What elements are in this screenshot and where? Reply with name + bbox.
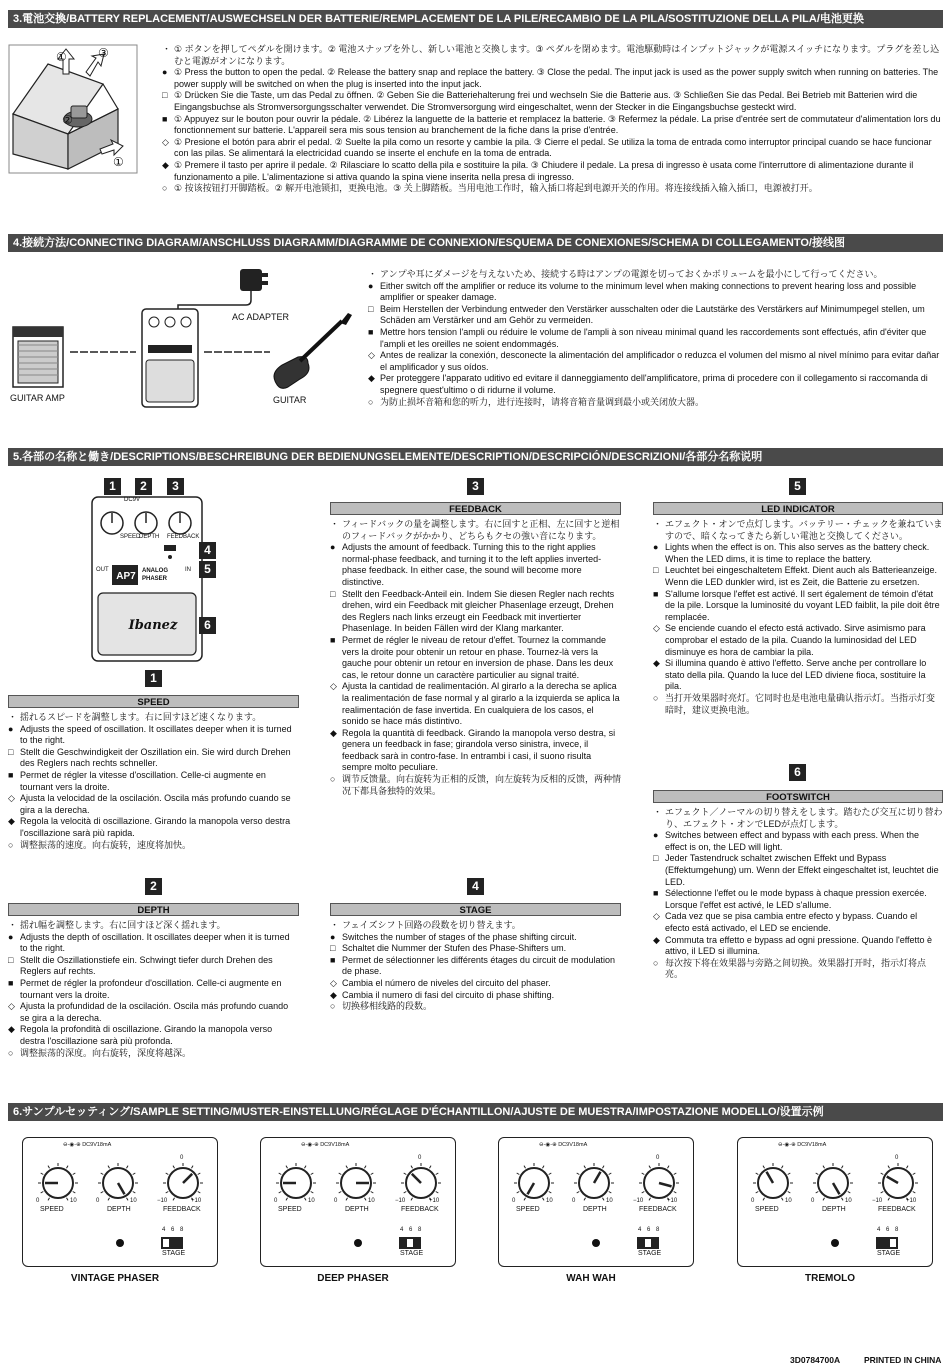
- depth-label: DEPTH: [583, 1206, 607, 1213]
- list-item: ・ フィードバックの量を調整します。右に回すと正相、左に回すと逆相のフィードバックがかかり、どちらもクセの強い音になります。: [330, 519, 620, 541]
- block-4-text: [330, 920, 621, 1013]
- pedal-brand-logo: Ibanez: [128, 618, 178, 633]
- feedback-scale-plus: +10: [429, 1198, 440, 1204]
- depth-label: DEPTH: [107, 1206, 131, 1213]
- sample-panel: [22, 1137, 218, 1267]
- list-item: ○ 调整振荡的速度。向右旋转，速度将加快。: [8, 839, 192, 850]
- list-item: □ Leuchtet bei eingeschaltetem Effekt. Dient auch als Batterieanzeige. Wenn die LED dunkler wird, ist es Zeit, die Batterie zu ersetzen.: [653, 565, 938, 587]
- list-item: ■ Sélectionne l'effet ou le mode bypass à chaque pression exercée. Lorsque l'effet est activé, le LED s'allume.: [653, 888, 927, 910]
- list-item: ・ ① ボタンを押してペダルを開けます。② 電池スナップを外し、新しい電池と交換します。③ ペダルを閉めます。電池駆動時はインプットジャックが電源スイッチになります。プラグを差し込むと電源がオンになります。: [162, 44, 940, 66]
- speed-knob: [38, 1163, 78, 1200]
- speed-scale-10: 10: [785, 1198, 792, 1204]
- list-item: ○ 当打开效果器时亮灯。它同时也是电池电量确认指示灯。当指示灯变暗时，建议更换电池。: [653, 692, 936, 715]
- speed-label: SPEED: [278, 1206, 302, 1213]
- list-item: ◆ Cambia il numero di fasi del circuito di phase shifting.: [330, 989, 555, 1000]
- block-1-number: 1: [145, 670, 162, 687]
- feedback-scale-minus: −10: [633, 1198, 644, 1204]
- depth-scale-0: 0: [811, 1198, 815, 1204]
- stage-options: 4 6 8: [162, 1227, 186, 1233]
- section-3-header: 3.電池交換/BATTERY REPLACEMENT/AUSWECHSELN DER BATTERIE/REMPLACEMENT DE LA PILE/RECAMBIO DE LA PILA/SOSTITUZIONE DELLA PILA/电池更换: [8, 10, 943, 28]
- list-item: ◇ Se enciende cuando el efecto está activado. Sirve asimismo para comprobar el estado de la pila. Cuando la luminosidad del LED disminuye es hora de cambiar la pila.: [653, 623, 926, 657]
- list-item: □ Schaltet die Nummer der Stufen des Phase-Shifters um.: [330, 943, 567, 954]
- feedback-scale-plus: +10: [906, 1198, 917, 1204]
- sample-panel: [498, 1137, 694, 1267]
- stage-options: 4 6 8: [877, 1227, 901, 1233]
- stage-options: 4 6 8: [400, 1227, 424, 1233]
- speed-scale-0: 0: [274, 1198, 278, 1204]
- list-item: ■ Permet de sélectionner les différents étages du circuit de modulation de phase.: [330, 954, 615, 977]
- list-item: ◇ ① Presione el botón para abrir el pedal. ② Suelte la pila como un resorte y cambie la pila. ③ Cierre el pedal. Se utiliza la toma de entrada como interruptor principal cuando se hace funcionar con las pilas. Se alimentará la electricidad cuando se inserte el enchufe en la toma de entrada.: [162, 136, 932, 159]
- led-indicator: [116, 1239, 124, 1247]
- block-6-title: FOOTSWITCH: [653, 790, 943, 803]
- power-label: ⊖-◉-⊕ DC9V18mA: [778, 1142, 827, 1148]
- pedal-callout-1: 1: [104, 478, 121, 495]
- section-4-text: [368, 269, 943, 408]
- stage-label: STAGE: [162, 1250, 186, 1257]
- list-item: ■ Permet de régler la profondeur d'oscillation. Celle-ci augmente en tournant vers la droite.: [8, 977, 282, 1000]
- list-item: ■ Permet de régler le niveau de retour d'effet. Tournez la commande vers la droite pour obtenir un retour en phase. Tournez-là vers la gauche pour obtenir un retour en inversion de phase. Dans les deux cas, le retour donne un caractère particulier au signal traité.: [330, 634, 614, 680]
- list-item: ◆ Per proteggere l'apparato uditivo ed evitare il danneggiamento dell'amplificatore, prima di procedere con il collegamento si raccomanda di spegnere quest'ultimo o di ridurne il volume.: [368, 373, 928, 395]
- feedback-scale-0: 0: [656, 1155, 660, 1161]
- pedal-icon: [142, 309, 198, 407]
- list-item: ◆ Regola la velocità di oscillazione. Girando la manopola verso destra l'oscillazione sarà più rapida.: [8, 816, 291, 838]
- list-item: ◆ Commuta tra effetto e bypass ad ogni pressione. Quando l'effetto è attivo, il LED si illumina.: [653, 934, 933, 957]
- guitar-label: GUITAR: [273, 395, 307, 405]
- depth-knob: [813, 1163, 853, 1200]
- list-item: ◇ Cambia el número de niveles del circuito del phaser.: [330, 977, 551, 988]
- power-label: ⊖-◉-⊕ DC9V18mA: [63, 1142, 112, 1148]
- list-item: ・ エフェクト・オンで点灯します。バッテリー・チェックを兼ねていますので、暗くなってきたら新しい電池と交換してください。: [653, 519, 943, 541]
- list-item: ◇ Ajusta la velocidad de la oscilación. Oscila más profundo cuando se gira a la derecha.: [8, 793, 291, 815]
- list-item: ◇ Ajusta la profundidad de la oscilación. Oscila más profundo cuando se gira a la derecha.: [8, 1001, 289, 1023]
- pedal-knob-label-depth: DEPTH: [139, 534, 160, 540]
- list-item: □ Stellt die Geschwindigkeit der Oszillation ein. Sie wird durch Drehen des Reglers nach rechts schneller.: [8, 746, 291, 769]
- list-item: ○ 调节反馈量。向右旋转为正相的反馈，向左旋转为反相的反馈，两种情况下都具备独特的效果。: [330, 774, 622, 796]
- callout-2: ②: [62, 113, 73, 127]
- list-item: ● Switches the number of stages of the phase shifting circuit.: [330, 931, 577, 942]
- pedal-callout-5: 5: [199, 561, 216, 578]
- block-6-number: 6: [789, 764, 806, 781]
- speed-scale-10: 10: [70, 1198, 77, 1204]
- ac-adapter-label: AC ADAPTER: [232, 312, 290, 322]
- speed-knob: [753, 1163, 793, 1200]
- block-5-text: [653, 519, 943, 716]
- pedal-callout-4: 4: [199, 542, 216, 559]
- depth-scale-10: 10: [606, 1198, 613, 1204]
- feedback-scale-minus: −10: [395, 1198, 406, 1204]
- depth-scale-0: 0: [334, 1198, 338, 1204]
- pedal-knob-label-speed: SPEED: [120, 534, 141, 540]
- led-indicator: [831, 1239, 839, 1247]
- speed-scale-10: 10: [308, 1198, 315, 1204]
- callout-1-top: ①: [56, 50, 67, 64]
- list-item: ◆ Regola la quantità di feedback. Girando la manopola verso destra, si genera un feedback in fase; girandola verso sinistra, invece, il feedback sarà in contro-fase. In entrambi i casi, il suono risulta sempre molto peculiare.: [330, 727, 616, 773]
- pedal-sub1: ANALOG: [142, 568, 168, 574]
- speed-scale-10: 10: [546, 1198, 553, 1204]
- section-5-header: 5.各部の名称と働き/DESCRIPTIONS/BESCHREIBUNG DER BEDIENUNGSELEMENTE/DESCRIPTION/DESCRIPCIÓN/DESCRIZIONI/各部分名称说明: [8, 448, 943, 466]
- list-item: □ Stellt den Feedback-Anteil ein. Indem Sie diesen Regler nach rechts drehen, wird ein Feedback mit gleicher Phasenlage erzeugt, Drehen des Reglers nach links erzeugt ein Feedback mit invertierter Phasenlage. In beiden Fällen wird der Klang markanter.: [330, 588, 615, 634]
- pedal-knob-label-feedback: FEEDBACK: [167, 534, 200, 540]
- led-indicator: [354, 1239, 362, 1247]
- feedback-label: FEEDBACK: [639, 1206, 677, 1213]
- feedback-scale-plus: +10: [667, 1198, 678, 1204]
- speed-label: SPEED: [516, 1206, 540, 1213]
- list-item: □ Beim Herstellen der Verbindung entweder den Verstärker ausschalten oder die Lautstärke des Verstärkers auf Minimumpegel stellen, um Schäden am Verstärker und am Gehör zu vermeiden.: [368, 303, 925, 326]
- speed-scale-0: 0: [36, 1198, 40, 1204]
- list-item: ・ フェイズシフト回路の段数を切り替えます。: [330, 920, 521, 930]
- ac-adapter-icon: [178, 269, 268, 309]
- callout-3: ③: [98, 46, 109, 60]
- list-item: ● Adjusts the speed of oscillation. It oscillates deeper when it is turned to the right.: [8, 723, 292, 746]
- speed-knob: [514, 1163, 554, 1200]
- feedback-label: FEEDBACK: [401, 1206, 439, 1213]
- block-4-number: 4: [467, 878, 484, 895]
- section-6-header: 6.サンプルセッティング/SAMPLE SETTING/MUSTER-EINSTELLUNG/RÉGLAGE D'ÉCHANTILLON/AJUSTE DE MUESTRA/IMPOSTAZIONE MODELLO/设置示例: [8, 1103, 943, 1121]
- list-item: ■ ① Appuyez sur le bouton pour ouvrir la pédale. ② Libérez la languette de la batterie et remplacez la batterie. ③ Refermez la pédale. La prise d'entrée sert de commutateur d'alimentation lors du fonctionnement sur batterie. L'appareil sera mis sous tension au branchement de la fiche dans la prise d'entrée.: [162, 113, 941, 136]
- depth-knob: [98, 1163, 138, 1200]
- block-2-title: DEPTH: [8, 903, 299, 916]
- block-6-text: [653, 807, 943, 981]
- block-5-title: LED INDICATOR: [653, 502, 943, 515]
- feedback-scale-0: 0: [418, 1155, 422, 1161]
- speed-scale-0: 0: [751, 1198, 755, 1204]
- depth-label: DEPTH: [822, 1206, 846, 1213]
- depth-scale-10: 10: [845, 1198, 852, 1204]
- stage-label: STAGE: [877, 1250, 901, 1257]
- feedback-scale-0: 0: [895, 1155, 899, 1161]
- depth-knob: [336, 1163, 376, 1200]
- list-item: ● Adjusts the amount of feedback. Turning this to the right applies normal-phase feedback, and turning it to the left applies inverted-phase feedback. In either case, the sound will become more distinctive.: [330, 542, 602, 587]
- sample-name: WAH WAH: [566, 1273, 616, 1284]
- sample-name: TREMOLO: [805, 1273, 855, 1284]
- list-item: ● ① Press the button to open the pedal. ② Release the battery snap and replace the battery. ③ Close the pedal. The input jack is used as the power supply switch when running on batteries. The power supply will be switched on when the plug is inserted into the input jack.: [162, 67, 939, 89]
- speed-label: SPEED: [40, 1206, 64, 1213]
- stage-switch-knob: [890, 1239, 896, 1247]
- guitar-amp-icon: [13, 327, 63, 387]
- depth-scale-10: 10: [368, 1198, 375, 1204]
- pedal-sub2: PHASER: [142, 576, 168, 582]
- list-item: ■ S'allume lorsque l'effet est activé. Il sert également de témoin d'état de la pile. Lorsque la luminosité du voyant LED faiblit, la pile doit être remplacée.: [653, 588, 940, 622]
- depth-label: DEPTH: [345, 1206, 369, 1213]
- list-item: ● Lights when the effect is on. This also serves as the battery check. When the LED dims, it is time to replace the battery.: [653, 542, 930, 564]
- pedal-callout-6: 6: [199, 617, 216, 634]
- list-item: □ Stellt die Oszillationstiefe ein. Schwingt tiefer durch Drehen des Reglers auf rechts.: [8, 954, 273, 977]
- power-label: ⊖-◉-⊕ DC9V18mA: [539, 1142, 588, 1148]
- list-item: ・ エフェクト／ノーマルの切り替えをします。踏むたび交互に切り替わり、エフェクト・オンでLEDが点灯します。: [653, 807, 943, 829]
- depth-scale-10: 10: [130, 1198, 137, 1204]
- feedback-label: FEEDBACK: [878, 1206, 916, 1213]
- list-item: ◆ Si illumina quando è attivo l'effetto. Serve anche per controllare lo stato della pila. Quando la luce del LED diviene fioca, sostituire la pila.: [653, 658, 927, 692]
- speed-scale-0: 0: [512, 1198, 516, 1204]
- speed-knob: [276, 1163, 316, 1200]
- block-4-title: STAGE: [330, 903, 621, 916]
- stage-switch-knob: [163, 1239, 169, 1247]
- list-item: □ Jeder Tastendruck schaltet zwischen Effekt und Bypass (Effektumgehung) um. Wenn der Effekt eingeschaltet ist, leuchtet die LED.: [653, 853, 939, 887]
- list-item: ○ 每次按下将在效果器与旁路之间切换。效果器打开时，指示灯将点亮。: [653, 957, 927, 980]
- feedback-scale-plus: +10: [191, 1198, 202, 1204]
- feedback-scale-0: 0: [180, 1155, 184, 1161]
- feedback-knob: [878, 1163, 918, 1200]
- footer-printed: PRINTED IN CHINA: [864, 1355, 942, 1365]
- list-item: ◇ Antes de realizar la conexión, desconecte la alimentación del amplificador o reduzca el volumen del mismo al nivel mínimo para evitar dañar el amplificador y sus oídos.: [368, 350, 940, 372]
- feedback-scale-minus: −10: [872, 1198, 883, 1204]
- connecting-diagram: [8, 265, 353, 410]
- stage-options: 4 6 8: [638, 1227, 662, 1233]
- list-item: ■ Mettre hors tension l'ampli ou réduire le volume de l'ampli à son niveau minimal quand les raccordements sont effectués, afin d'éviter que l'ampli et les oreilles ne soient endommagés.: [368, 326, 927, 349]
- callout-1-bottom: ①: [113, 155, 124, 169]
- list-item: ・ 揺れ幅を調整します。右に回すほど深く揺れます。: [8, 920, 226, 930]
- feedback-knob: [639, 1163, 679, 1200]
- section-3-text: [162, 44, 943, 195]
- depth-knob: [574, 1163, 614, 1200]
- power-label: ⊖-◉-⊕ DC9V18mA: [301, 1142, 350, 1148]
- list-item: ○ 为防止损坏音箱和您的听力，进行连接时，请将音箱音量调到最小或关闭放大器。: [368, 396, 705, 407]
- block-5-number: 5: [789, 478, 806, 495]
- block-2-text: [8, 920, 299, 1059]
- list-item: ◇ Cada vez que se pisa cambia entre efecto y bypass. Cuando el efecto está activado, el LED se enciende.: [653, 911, 918, 933]
- block-2-number: 2: [145, 878, 162, 895]
- pedal-callout-2: 2: [135, 478, 152, 495]
- list-item: ・ アンプや耳にダメージを与えないため、接続する時はアンプの電源を切っておくかボリュームを最小にして行ってください。: [368, 269, 883, 279]
- pedal-in-label: IN: [185, 567, 191, 573]
- list-item: ● Either switch off the amplifier or reduce its volume to the minimum level when making connections to prevent hearing loss and possible amplifier or speaker damage.: [368, 280, 917, 303]
- feedback-knob: [401, 1163, 441, 1200]
- feedback-scale-minus: −10: [157, 1198, 168, 1204]
- pedal-callout-3: 3: [167, 478, 184, 495]
- pedal-out-label: OUT: [96, 567, 109, 573]
- sample-panel: [737, 1137, 933, 1267]
- footer-code: 3D0784700A: [790, 1355, 841, 1365]
- section-4-header: 4.接続方法/CONNECTING DIAGRAM/ANSCHLUSS DIAGRAMM/DIAGRAMME DE CONNEXION/ESQUEMA DE CONEXIONES/SCHEMA DI COLLEGAMENTO/接线图: [8, 234, 943, 252]
- feedback-knob: [163, 1163, 203, 1200]
- depth-scale-0: 0: [572, 1198, 576, 1204]
- list-item: ◆ Regola la profondità di oscillazione. Girando la manopola verso destra l'oscillazione sarà più profonda.: [8, 1024, 273, 1046]
- block-3-number: 3: [467, 478, 484, 495]
- sample-name: VINTAGE PHASER: [70, 1273, 160, 1284]
- list-item: ○ 切换移相线路的段数。: [330, 1001, 433, 1012]
- feedback-label: FEEDBACK: [163, 1206, 201, 1213]
- pedal-power-label: DC9V: [124, 497, 141, 503]
- stage-switch-knob: [645, 1239, 651, 1247]
- block-1-title: SPEED: [8, 695, 299, 708]
- block-3-title: FEEDBACK: [330, 502, 621, 515]
- pedal-model: AP7: [116, 571, 136, 582]
- list-item: ● Adjusts the depth of oscillation. It oscillates deeper when it is turned to the right.: [8, 931, 290, 954]
- block-1-text: [8, 712, 299, 851]
- sample-name: DEEP PHASER: [317, 1273, 389, 1284]
- stage-label: STAGE: [400, 1250, 424, 1257]
- depth-scale-0: 0: [96, 1198, 100, 1204]
- stage-label: STAGE: [638, 1250, 662, 1257]
- list-item: ・ 揺れるスピードを調整します。右に回すほど速くなります。: [8, 712, 262, 722]
- list-item: □ ① Drücken Sie die Taste, um das Pedal zu öffnen. ② Geben Sie die Batteriehalterung frei und wechseln Sie die Batterie aus. ③ Schließen Sie das Pedal. Bei Betrieb mit Batterien wird die Eingangsbuchse als Stromversorgungsschalter verwendet. Die Stromversorgung wird eingeschaltet, wenn der Stecker in die Eingangsbuchse gesteckt wird.: [162, 90, 918, 112]
- stage-switch-knob: [407, 1239, 413, 1247]
- list-item: ■ Permet de régler la vitesse d'oscillation. Celle-ci augmente en tournant vers la droite.: [8, 769, 266, 792]
- list-item: ◇ Ajusta la cantidad de realimentación. Al girarlo a la derecha se aplica la realimentación de fase normal y al girarlo a la izquierda se aplica la realimentación de fase invertida. En cualquiera de los casos, el sonido se hace más distintivo.: [330, 681, 620, 727]
- led-indicator: [592, 1239, 600, 1247]
- guitar-icon: [274, 313, 352, 388]
- sample-panel: [260, 1137, 456, 1267]
- guitar-amp-label: GUITAR AMP: [10, 393, 65, 403]
- speed-label: SPEED: [755, 1206, 779, 1213]
- list-item: ○ ① 按该按钮打开脚踏板。② 解开电池锁扣，更换电池。③ 关上脚踏板。当用电池工作时，输入插口将起到电源开关的作用。将连接线插入输入插口，电源被打开。: [162, 183, 818, 194]
- list-item: ● Switches between effect and bypass with each press. When the effect is on, the LED will light.: [653, 830, 919, 852]
- list-item: ◆ ① Premere il tasto per aprire il pedale. ② Rilasciare lo scatto della pila e sostituire la pila. ③ Chiudere il pedale. La presa di ingresso è usata come l'interruttore di alimentazione durante il funzionamento a pile. L'alimentazione si attiva quando la spina viene inserita nella presa di ingresso.: [162, 159, 914, 182]
- list-item: ○ 调整振荡的深度。向右旋转，深度将越深。: [8, 1047, 192, 1058]
- block-3-text: [330, 519, 621, 797]
